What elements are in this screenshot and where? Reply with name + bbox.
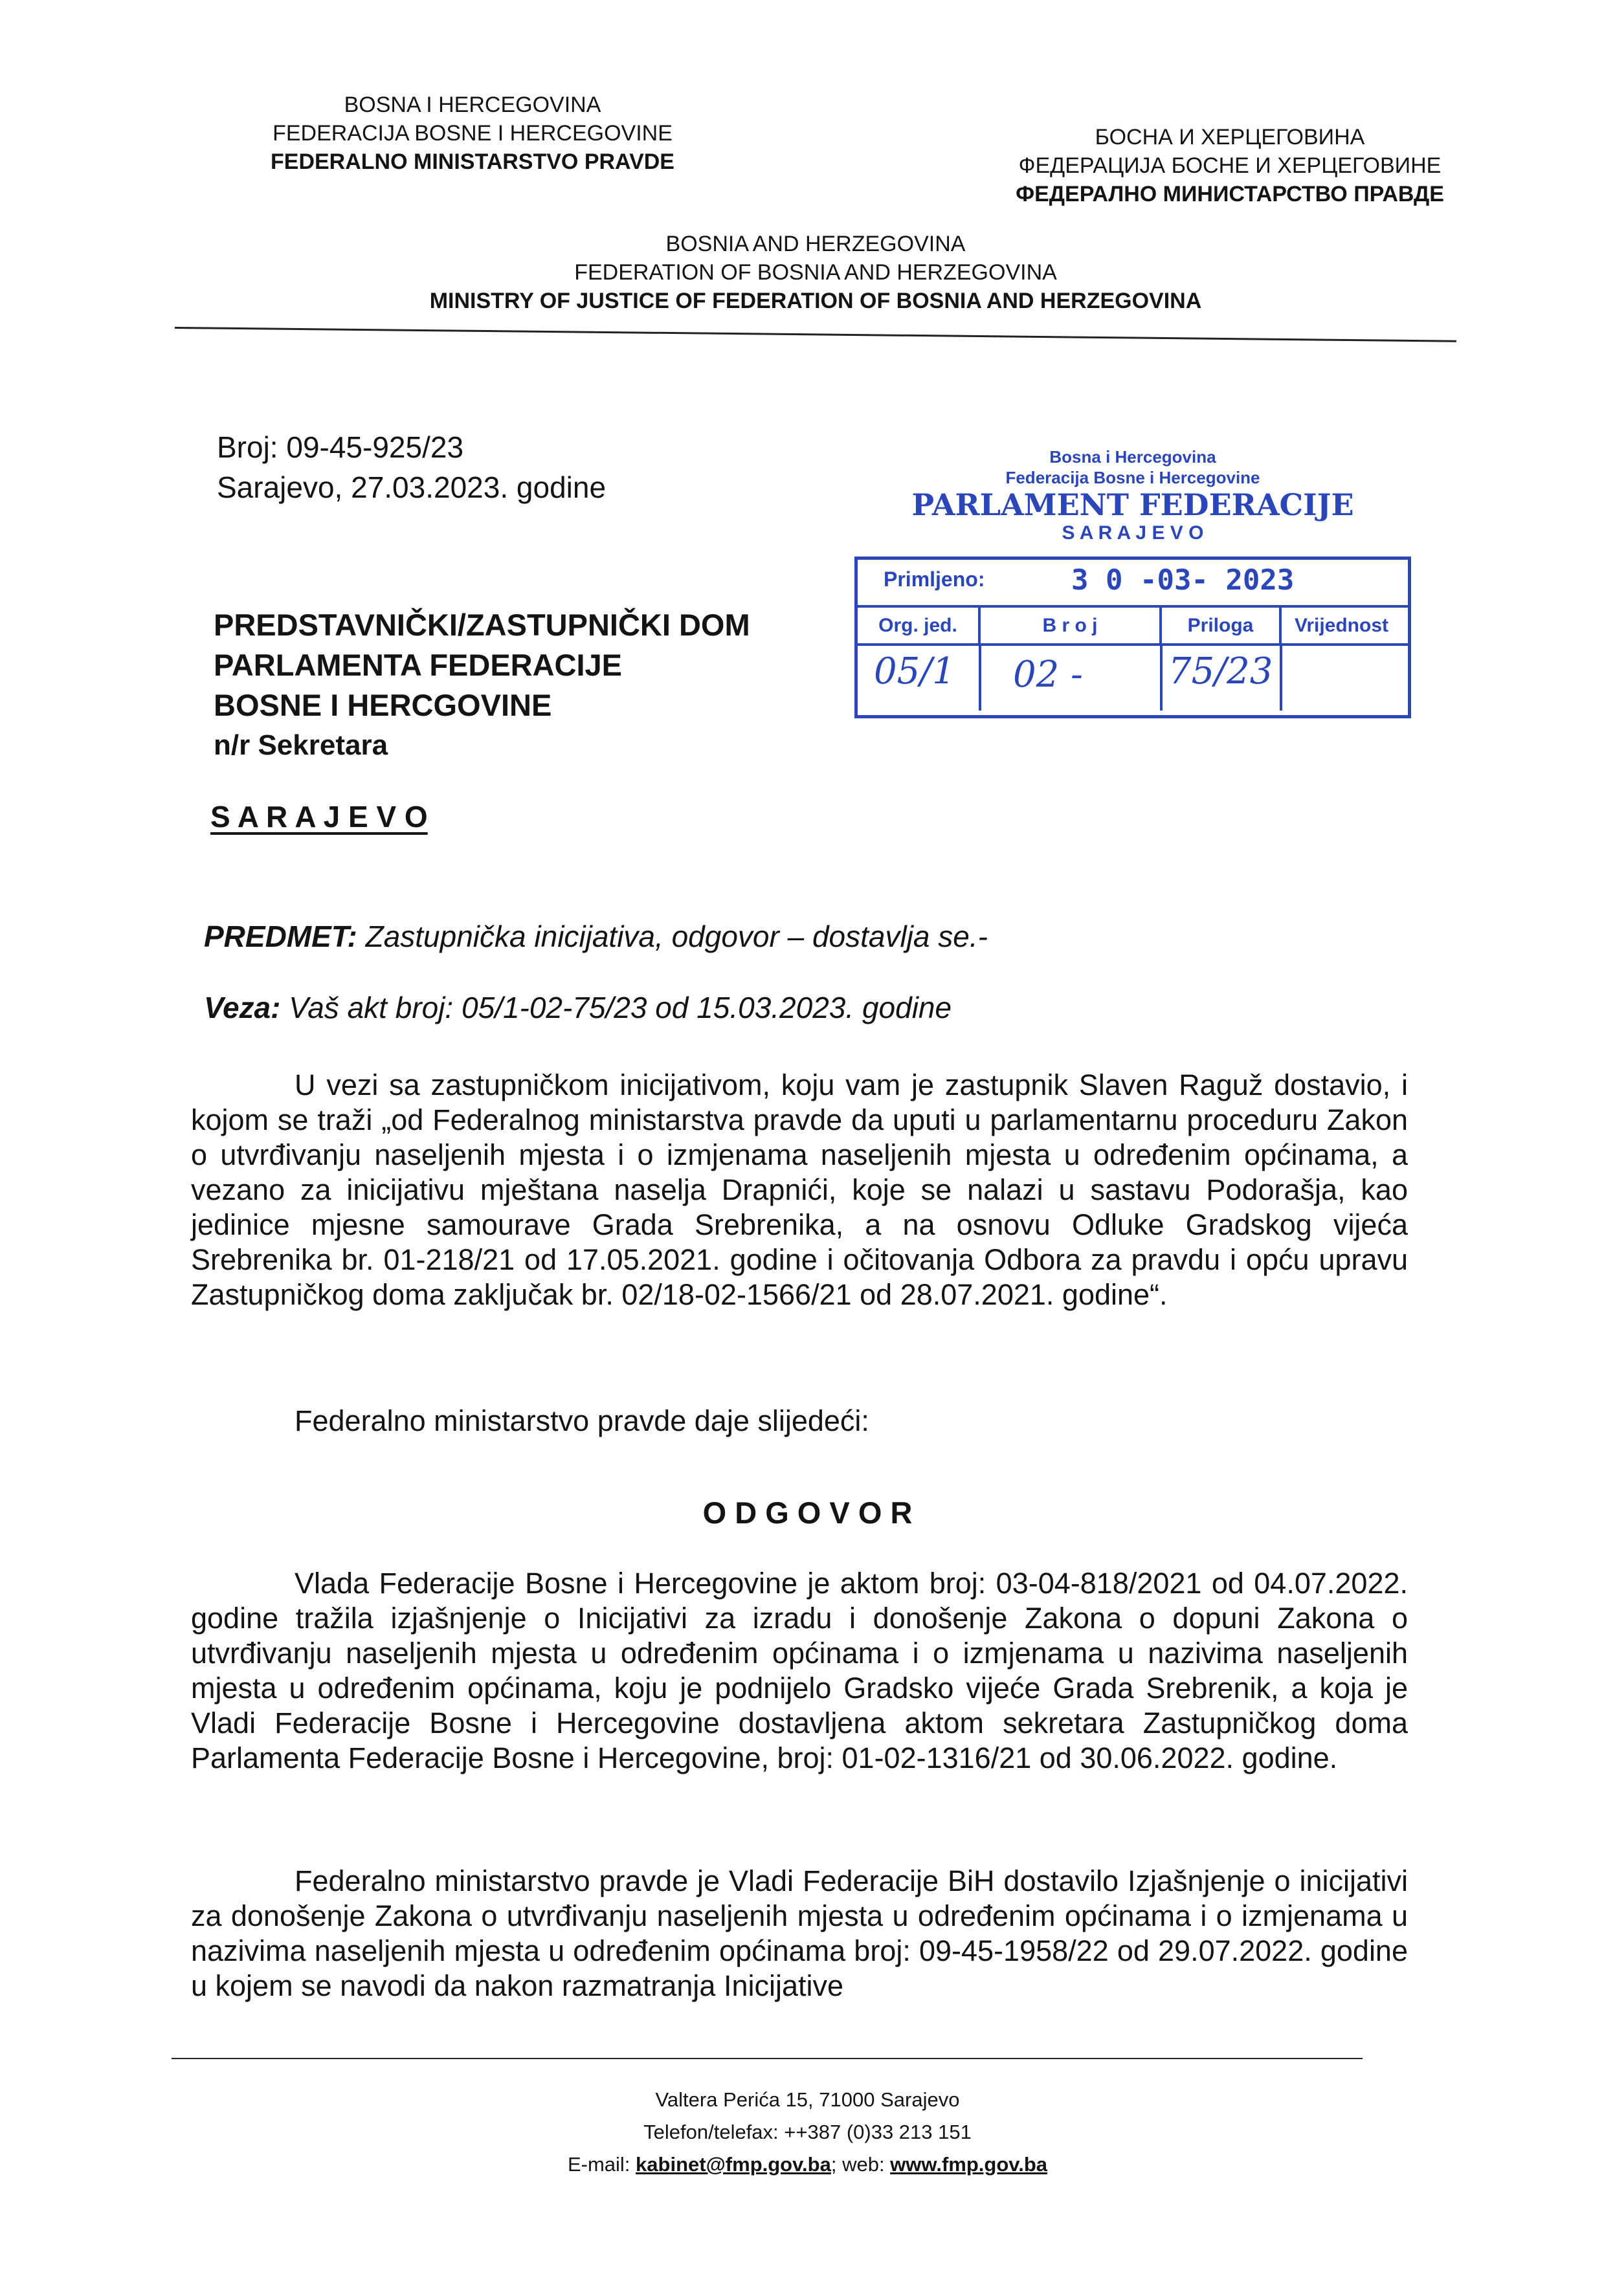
header-center-line2: FEDERATION OF BOSNIA AND HERZEGOVINA xyxy=(574,260,1057,285)
header-center-line1: BOSNIA AND HERZEGOVINA xyxy=(665,232,966,256)
footer-phone: Telefon/telefax: ++387 (0)33 213 151 xyxy=(643,2121,972,2143)
stamp-line2: Federacija Bosne i Hercegovine xyxy=(1005,468,1260,487)
header-right-line2: ФЕДЕРАЦИЈА БОСНЕ И ХЕРЦЕГОВИНЕ xyxy=(1018,153,1442,178)
header-left xyxy=(246,91,699,176)
footer-email-label: E-mail: xyxy=(567,2153,636,2176)
stamp-col-broj: B r o j xyxy=(981,608,1162,643)
stamp-hand-priloga: 75/23 xyxy=(1168,650,1273,692)
stamp-columns-row xyxy=(858,608,1408,646)
stamp-hand-org: 05/1 xyxy=(874,650,955,692)
header-left-line3: FEDERALNO MINISTARSTVO PRAVDE xyxy=(271,149,674,174)
body-paragraph-2: Federalno ministarstvo pravde daje slijedeći: xyxy=(295,1404,869,1437)
stamp-col-priloga: Priloga xyxy=(1162,608,1282,643)
subject-label: PREDMET: xyxy=(204,920,357,953)
addressee-line2: PARLAMENTA FEDERACIJE xyxy=(214,648,623,682)
footer-divider xyxy=(172,2058,1363,2059)
body-paragraph-1: U vezi sa zastupničkom inicijativom, koju vam je zastupnik Slaven Raguž dostavio, i kojom se traži „od Federalnog ministarstva pravde da uputi u parlamentarnu proceduru Zakon o utvrđivanju naseljenih mjesta i o izmjenama naseljenih mjesta u određenim općinama, a vezano za inicijativu mještana naselja Drapnići, koje se nalazi u sastavu Podorašja, kao jedinice mjesne samourave Grada Srebrenika, a na osnovu Odluke Gradskog vijeća Srebrenika br. 01-218/21 od 17.05.2021. godine i očitovanja Odbora za pravdu i opću upravu Zastupničkog doma zaključak br. 02/18-02-1566/21 od 28.07.2021. godine“. xyxy=(191,1068,1408,1311)
header-right-line1: БОСНА И ХЕРЦЕГОВИНА xyxy=(1095,125,1365,149)
footer-email-link[interactable]: kabinet@fmp.gov.ba xyxy=(636,2153,831,2176)
header-right-line3: ФЕДЕРАЛНО МИНИСТАРСТВО ПРАВДЕ xyxy=(1016,182,1444,206)
stamp-col-vrijednost: Vrijednost xyxy=(1294,615,1389,636)
header-left-line1: BOSNA I HERCEGOVINA xyxy=(344,93,601,117)
body-paragraph-3: Vlada Federacije Bosne i Hercegovine je aktom broj: 03-04-818/2021 od 04.07.2022. godine tražila izjašnjenje o Inicijativi za izradu i donošenje Zakona o dopuni Zakona o utvrđivanju naseljenih mjesta u određenim općinama i o izmjenama u nazivima naseljenih mjesta u određenim općinama, koju je podnijelo Gradsko vijeće Grada Srebrenik, a koja je Vladi Federacije Bosne i Hercegovine dostavljena aktom sekretara Zastupničkog doma Parlamenta Federacije Bosne i Hercegovine, broj: 01-02-1316/21 od 30.06.2022. godine. xyxy=(191,1567,1408,1774)
document-meta xyxy=(217,427,606,507)
footer-address: Valtera Perića 15, 71000 Sarajevo xyxy=(655,2088,960,2111)
header-right xyxy=(984,123,1476,208)
stamp-col-org: Org. jed. xyxy=(858,608,981,643)
reference-label: Veza: xyxy=(204,991,281,1024)
subject-text: Zastupnička inicijativa, odgovor – dostavlja se.- xyxy=(357,920,988,953)
stamp-received-date: 3 0 -03- 2023 xyxy=(1071,564,1295,597)
stamp-line1: Bosna i Hercegovina xyxy=(1049,447,1216,467)
addressee-line1: PREDSTAVNIČKI/ZASTUPNIČKI DOM xyxy=(214,608,750,642)
header-center-line3: MINISTRY OF JUSTICE OF FEDERATION OF BOSNIA AND HERZEGOVINA xyxy=(429,289,1202,313)
addressee xyxy=(214,605,750,766)
subject-line xyxy=(204,919,988,954)
stamp-header xyxy=(854,447,1411,545)
footer-web-label: ; web: xyxy=(830,2153,891,2176)
stamp-title: PARLAMENT FEDERACIJE xyxy=(911,487,1354,522)
addressee-line3: BOSNE I HERCGOVINE xyxy=(214,688,552,722)
body-paragraph-4: Federalno ministarstvo pravde je Vladi Federacije BiH dostavilo Izjašnjenje o inicijativi za donošenje Zakona o utvrđivanju naseljenih mjesta u određenim općinama i o izmjenama u nazivima naseljenih mjesta u određenim općinama broj: 09-45-1958/22 od 29.07.2022. godine u kojem se navodi da nakon razmatranja Inicijative xyxy=(191,1864,1408,2002)
stamp-hand-broj: 02 - xyxy=(1013,654,1083,696)
footer-contact xyxy=(0,2148,1615,2181)
registry-stamp xyxy=(854,557,1411,718)
header-center xyxy=(362,230,1269,315)
stamp-city: S A R A J E V O xyxy=(1062,522,1204,544)
header-divider xyxy=(175,327,1456,342)
header-left-line2: FEDERACIJA BOSNE I HERCEGOVINE xyxy=(273,121,673,146)
footer-web-link[interactable]: www.fmp.gov.ba xyxy=(890,2153,1048,2176)
document-place-date: Sarajevo, 27.03.2023. godine xyxy=(217,470,607,504)
answer-heading: O D G O V O R xyxy=(702,1496,913,1530)
stamp-received-row xyxy=(858,560,1408,608)
addressee-line4: n/r Sekretara xyxy=(214,729,388,761)
footer xyxy=(0,2084,1615,2181)
document-number: Broj: 09-45-925/23 xyxy=(217,430,464,464)
stamp-received-label: Primljeno: xyxy=(884,568,985,591)
addressee-city: S A R A J E V O xyxy=(210,800,428,833)
reference-line xyxy=(204,990,952,1025)
reference-text: Vaš akt broj: 05/1-02-75/23 od 15.03.2023. godine xyxy=(280,991,952,1024)
